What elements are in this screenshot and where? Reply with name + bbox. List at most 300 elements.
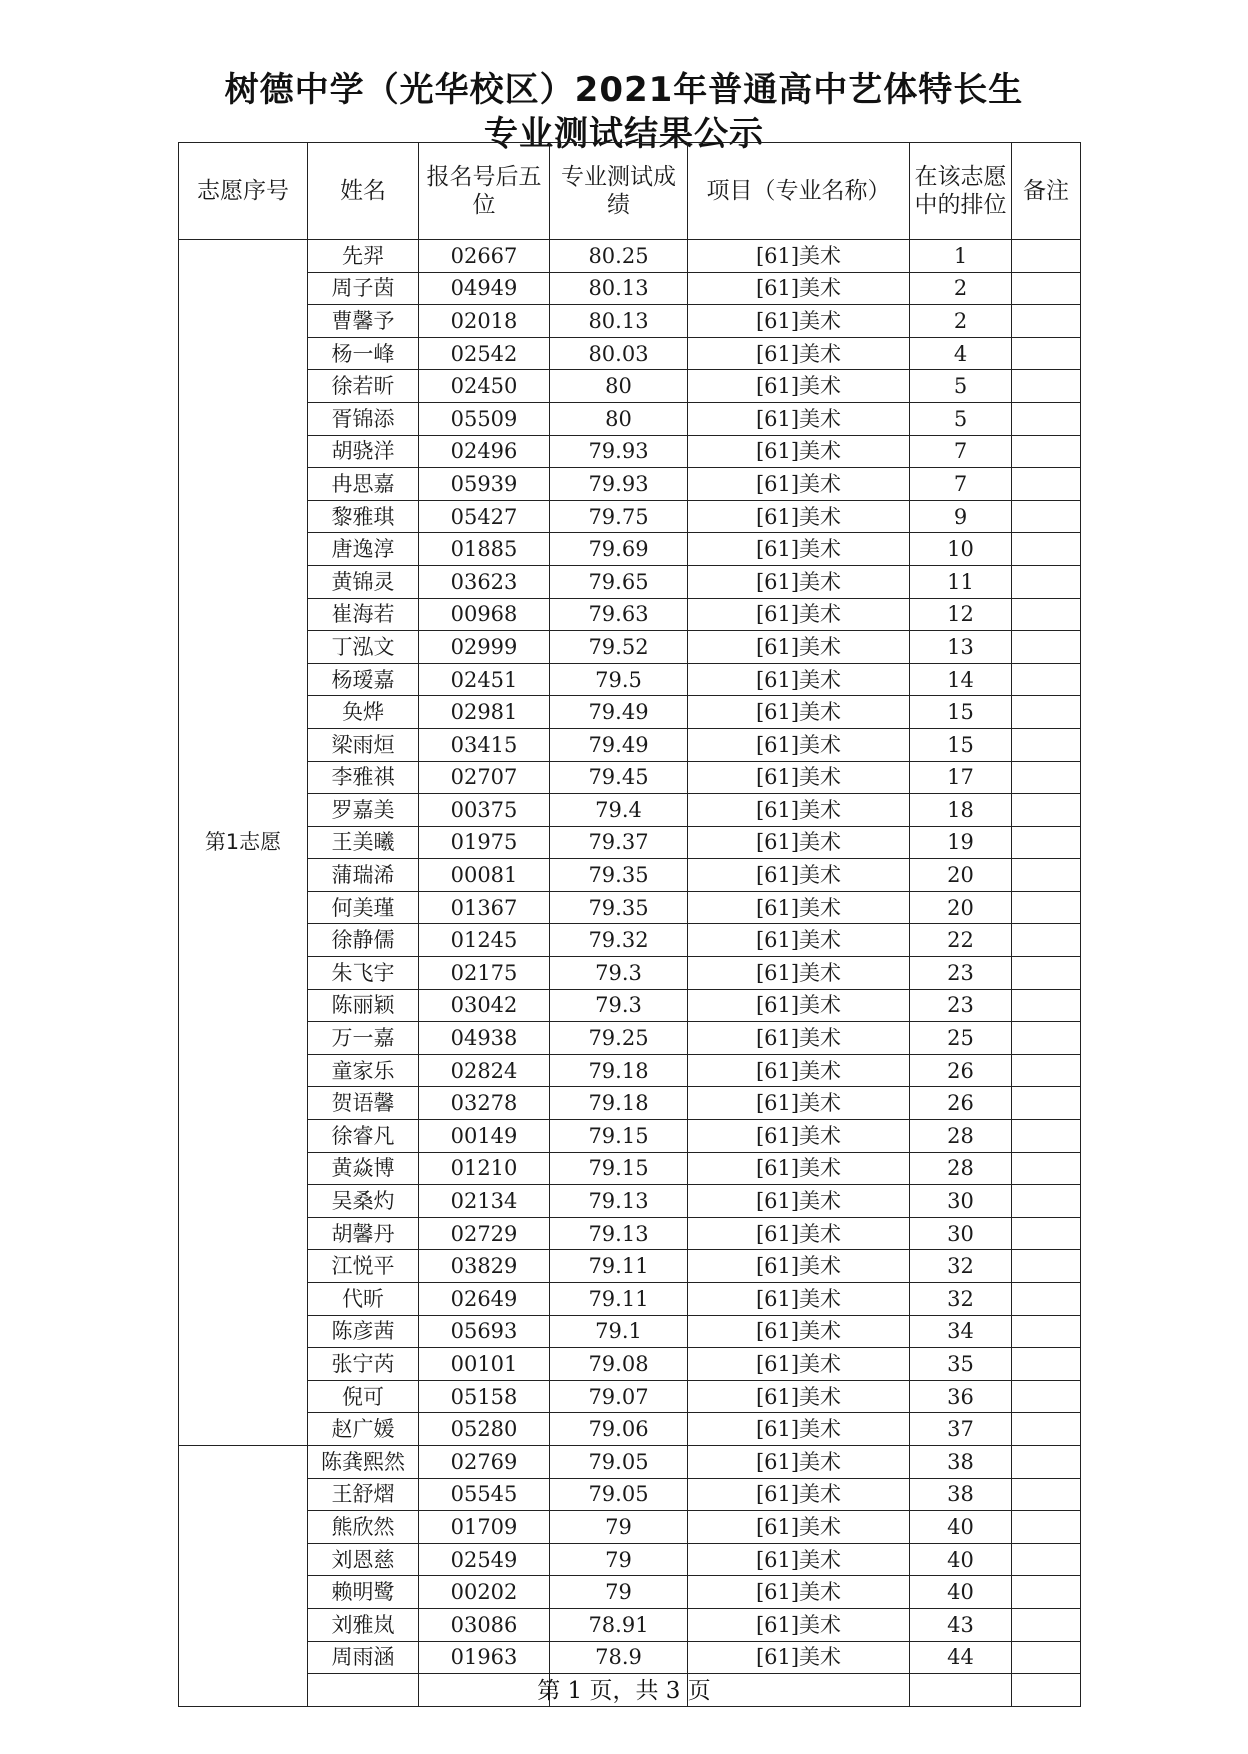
reg-number-cell: 02729	[419, 1217, 550, 1250]
project-cell: [61]美术	[688, 1641, 910, 1674]
header-score: 专业测试成绩	[550, 143, 688, 240]
table-row	[179, 370, 1081, 403]
student-name-cell: 赖明鹭	[308, 1576, 419, 1609]
score-cell: 79.05	[550, 1478, 688, 1511]
student-name-cell: 先羿	[308, 240, 419, 273]
rank-cell: 23	[910, 989, 1012, 1022]
remarks-cell	[1012, 370, 1081, 403]
document-title: 树德中学（光华校区）2021年普通高中艺体特长生	[224, 70, 1024, 110]
score-cell: 79.18	[550, 1054, 688, 1087]
header-remarks: 备注	[1012, 143, 1081, 240]
table-row	[179, 826, 1081, 859]
reg-number-cell: 02175	[419, 957, 550, 990]
rank-cell: 11	[910, 565, 1012, 598]
reg-number-cell: 02667	[419, 240, 550, 273]
table-row	[179, 761, 1081, 794]
remarks-cell	[1012, 565, 1081, 598]
table-row	[179, 1543, 1081, 1576]
rank-cell: 44	[910, 1641, 1012, 1674]
remarks-cell	[1012, 1315, 1081, 1348]
remarks-cell	[1012, 1445, 1081, 1478]
student-name-cell: 倪可	[308, 1380, 419, 1413]
rank-cell: 22	[910, 924, 1012, 957]
score-cell: 79.11	[550, 1250, 688, 1283]
score-cell: 79.4	[550, 794, 688, 827]
student-name-cell: 杨一峰	[308, 337, 419, 370]
project-cell: [61]美术	[688, 761, 910, 794]
score-cell: 79.52	[550, 631, 688, 664]
remarks-cell	[1012, 1641, 1081, 1674]
rank-cell: 25	[910, 1022, 1012, 1055]
table-row	[179, 402, 1081, 435]
rank-cell: 15	[910, 696, 1012, 729]
reg-number-cell: 00149	[419, 1120, 550, 1153]
table-row	[179, 305, 1081, 338]
project-cell: [61]美术	[688, 859, 910, 892]
table-row	[179, 1641, 1081, 1674]
score-cell: 80	[550, 370, 688, 403]
project-cell: [61]美术	[688, 1283, 910, 1316]
rank-cell: 7	[910, 435, 1012, 468]
project-cell: [61]美术	[688, 305, 910, 338]
reg-number-cell: 01709	[419, 1511, 550, 1544]
score-cell: 80	[550, 402, 688, 435]
score-cell: 80.03	[550, 337, 688, 370]
reg-number-cell: 05158	[419, 1380, 550, 1413]
project-cell: [61]美术	[688, 468, 910, 501]
reg-number-cell: 03042	[419, 989, 550, 1022]
remarks-cell	[1012, 240, 1081, 273]
reg-number-cell: 01245	[419, 924, 550, 957]
remarks-cell	[1012, 500, 1081, 533]
table-row	[179, 1608, 1081, 1641]
rank-cell: 38	[910, 1445, 1012, 1478]
remarks-cell	[1012, 598, 1081, 631]
project-cell: [61]美术	[688, 1315, 910, 1348]
choice-group-cell: 第1志愿	[179, 240, 308, 1446]
rank-cell: 40	[910, 1576, 1012, 1609]
student-name-cell: 崔海若	[308, 598, 419, 631]
table-row	[179, 1348, 1081, 1381]
score-cell: 79.13	[550, 1185, 688, 1218]
student-name-cell: 陈丽颖	[308, 989, 419, 1022]
table-row	[179, 728, 1081, 761]
reg-number-cell: 02542	[419, 337, 550, 370]
project-cell: [61]美术	[688, 1445, 910, 1478]
score-cell: 80.13	[550, 305, 688, 338]
project-cell: [61]美术	[688, 337, 910, 370]
reg-number-cell: 05939	[419, 468, 550, 501]
remarks-cell	[1012, 1348, 1081, 1381]
student-name-cell: 黄焱博	[308, 1152, 419, 1185]
student-name-cell: 陈龚熙然	[308, 1445, 419, 1478]
reg-number-cell: 01885	[419, 533, 550, 566]
student-name-cell: 陈彦茜	[308, 1315, 419, 1348]
score-cell: 79.25	[550, 1022, 688, 1055]
rank-cell: 1	[910, 240, 1012, 273]
table-row	[179, 794, 1081, 827]
header-reg-number: 报名号后五位	[419, 143, 550, 240]
table-row	[179, 1250, 1081, 1283]
student-name-cell: 张宁芮	[308, 1348, 419, 1381]
score-cell: 79.5	[550, 663, 688, 696]
remarks-cell	[1012, 1283, 1081, 1316]
reg-number-cell: 01963	[419, 1641, 550, 1674]
project-cell: [61]美术	[688, 1022, 910, 1055]
reg-number-cell: 02824	[419, 1054, 550, 1087]
score-cell: 79.49	[550, 696, 688, 729]
remarks-cell	[1012, 761, 1081, 794]
score-cell: 79.35	[550, 859, 688, 892]
score-cell: 79.18	[550, 1087, 688, 1120]
remarks-cell	[1012, 1608, 1081, 1641]
rank-cell: 37	[910, 1413, 1012, 1446]
reg-number-cell: 02134	[419, 1185, 550, 1218]
results-body	[179, 240, 1081, 1707]
reg-number-cell: 05545	[419, 1478, 550, 1511]
score-cell: 79.49	[550, 728, 688, 761]
rank-cell: 7	[910, 468, 1012, 501]
reg-number-cell: 00081	[419, 859, 550, 892]
rank-cell: 30	[910, 1185, 1012, 1218]
table-row	[179, 1380, 1081, 1413]
project-cell: [61]美术	[688, 1576, 910, 1609]
rank-cell: 32	[910, 1283, 1012, 1316]
remarks-cell	[1012, 1022, 1081, 1055]
student-name-cell: 徐若昕	[308, 370, 419, 403]
rank-cell: 35	[910, 1348, 1012, 1381]
reg-number-cell: 02450	[419, 370, 550, 403]
remarks-cell	[1012, 891, 1081, 924]
table-row	[179, 957, 1081, 990]
rank-cell: 26	[910, 1054, 1012, 1087]
project-cell: [61]美术	[688, 598, 910, 631]
remarks-cell	[1012, 728, 1081, 761]
rank-cell: 2	[910, 305, 1012, 338]
reg-number-cell: 02707	[419, 761, 550, 794]
table-row	[179, 924, 1081, 957]
rank-cell: 5	[910, 370, 1012, 403]
project-cell: [61]美术	[688, 1380, 910, 1413]
rank-cell: 32	[910, 1250, 1012, 1283]
project-cell: [61]美术	[688, 891, 910, 924]
score-cell: 79.32	[550, 924, 688, 957]
table-row	[179, 1152, 1081, 1185]
page-footer: 第 1 页，共 3 页	[537, 1678, 711, 1704]
project-cell: [61]美术	[688, 1152, 910, 1185]
table-row	[179, 468, 1081, 501]
remarks-cell	[1012, 859, 1081, 892]
rank-cell: 40	[910, 1543, 1012, 1576]
reg-number-cell: 01210	[419, 1152, 550, 1185]
remarks-cell	[1012, 402, 1081, 435]
table-row	[179, 272, 1081, 305]
table-row	[179, 598, 1081, 631]
rank-cell: 30	[910, 1217, 1012, 1250]
project-cell: [61]美术	[688, 435, 910, 468]
student-name-cell: 黄锦灵	[308, 565, 419, 598]
rank-cell: 40	[910, 1511, 1012, 1544]
reg-number-cell: 02549	[419, 1543, 550, 1576]
student-name-cell: 熊欣然	[308, 1511, 419, 1544]
project-cell: [61]美术	[688, 663, 910, 696]
rank-cell: 12	[910, 598, 1012, 631]
table-row	[179, 891, 1081, 924]
table-row	[179, 1185, 1081, 1218]
table-row	[179, 1315, 1081, 1348]
project-cell: [61]美术	[688, 533, 910, 566]
remarks-cell	[1012, 1087, 1081, 1120]
score-cell: 79.93	[550, 468, 688, 501]
reg-number-cell: 05427	[419, 500, 550, 533]
score-cell: 79.11	[550, 1283, 688, 1316]
remarks-cell	[1012, 957, 1081, 990]
score-cell: 79.37	[550, 826, 688, 859]
score-cell: 79.07	[550, 1380, 688, 1413]
table-row	[179, 500, 1081, 533]
project-cell: [61]美术	[688, 728, 910, 761]
rank-cell: 13	[910, 631, 1012, 664]
student-name-cell: 唐逸淳	[308, 533, 419, 566]
score-cell: 79.13	[550, 1217, 688, 1250]
rank-cell: 34	[910, 1315, 1012, 1348]
remarks-cell	[1012, 337, 1081, 370]
student-name-cell: 童家乐	[308, 1054, 419, 1087]
remarks-cell	[1012, 1054, 1081, 1087]
remarks-cell	[1012, 1152, 1081, 1185]
score-cell: 78.91	[550, 1608, 688, 1641]
reg-number-cell: 03829	[419, 1250, 550, 1283]
student-name-cell: 蒲瑞浠	[308, 859, 419, 892]
rank-cell: 18	[910, 794, 1012, 827]
student-name-cell: 李雅祺	[308, 761, 419, 794]
project-cell: [61]美术	[688, 1217, 910, 1250]
score-cell: 79.45	[550, 761, 688, 794]
remarks-cell	[1012, 272, 1081, 305]
score-cell: 80.13	[550, 272, 688, 305]
project-cell: [61]美术	[688, 1478, 910, 1511]
reg-number-cell: 00375	[419, 794, 550, 827]
table-row	[179, 696, 1081, 729]
header-row	[179, 143, 1081, 240]
remarks-cell	[1012, 1185, 1081, 1218]
reg-number-cell: 03278	[419, 1087, 550, 1120]
student-name-cell: 丁泓文	[308, 631, 419, 664]
student-name-cell: 贺语馨	[308, 1087, 419, 1120]
table-row	[179, 435, 1081, 468]
remarks-cell	[1012, 1250, 1081, 1283]
project-cell: [61]美术	[688, 565, 910, 598]
student-name-cell: 周雨涵	[308, 1641, 419, 1674]
student-name-cell: 冉思嘉	[308, 468, 419, 501]
rank-cell: 28	[910, 1152, 1012, 1185]
student-name-cell: 何美瑾	[308, 891, 419, 924]
student-name-cell: 刘雅岚	[308, 1608, 419, 1641]
reg-number-cell: 05280	[419, 1413, 550, 1446]
remarks-cell	[1012, 1120, 1081, 1153]
student-name-cell: 徐睿凡	[308, 1120, 419, 1153]
score-cell: 79.08	[550, 1348, 688, 1381]
table-row	[179, 533, 1081, 566]
project-cell: [61]美术	[688, 1250, 910, 1283]
score-cell: 79.75	[550, 500, 688, 533]
student-name-cell: 周子茵	[308, 272, 419, 305]
student-name-cell: 梁雨烜	[308, 728, 419, 761]
reg-number-cell: 03415	[419, 728, 550, 761]
remarks-cell	[1012, 1478, 1081, 1511]
remarks-cell	[1012, 1576, 1081, 1609]
table-row	[179, 859, 1081, 892]
reg-number-cell: 02769	[419, 1445, 550, 1478]
score-cell: 79	[550, 1576, 688, 1609]
rank-cell: 5	[910, 402, 1012, 435]
reg-number-cell: 02451	[419, 663, 550, 696]
reg-number-cell: 00101	[419, 1348, 550, 1381]
student-name-cell: 刘恩慈	[308, 1543, 419, 1576]
reg-number-cell: 04949	[419, 272, 550, 305]
table-row	[179, 1217, 1081, 1250]
results-table	[178, 142, 1081, 1707]
rank-cell: 15	[910, 728, 1012, 761]
table-row	[179, 1283, 1081, 1316]
reg-number-cell: 03086	[419, 1608, 550, 1641]
student-name-cell: 胥锦添	[308, 402, 419, 435]
student-name-cell: 王美曦	[308, 826, 419, 859]
score-cell: 79.35	[550, 891, 688, 924]
score-cell: 79.05	[550, 1445, 688, 1478]
rank-cell: 36	[910, 1380, 1012, 1413]
reg-number-cell: 02981	[419, 696, 550, 729]
project-cell: [61]美术	[688, 826, 910, 859]
table-row	[179, 565, 1081, 598]
student-name-cell: 吴桑灼	[308, 1185, 419, 1218]
student-name-cell: 杨瑷嘉	[308, 663, 419, 696]
score-cell: 80.25	[550, 240, 688, 273]
table-row	[179, 337, 1081, 370]
score-cell: 79.3	[550, 989, 688, 1022]
score-cell: 79.1	[550, 1315, 688, 1348]
project-cell: [61]美术	[688, 1511, 910, 1544]
student-name-cell: 王舒熠	[308, 1478, 419, 1511]
project-cell: [61]美术	[688, 402, 910, 435]
header-choice-order: 志愿序号	[179, 143, 308, 240]
project-cell: [61]美术	[688, 1543, 910, 1576]
remarks-cell	[1012, 305, 1081, 338]
remarks-cell	[1012, 1511, 1081, 1544]
project-cell: [61]美术	[688, 696, 910, 729]
score-cell: 79.69	[550, 533, 688, 566]
score-cell: 78.9	[550, 1641, 688, 1674]
project-cell: [61]美术	[688, 924, 910, 957]
score-cell: 79.06	[550, 1413, 688, 1446]
remarks-cell	[1012, 794, 1081, 827]
remarks-cell	[1012, 989, 1081, 1022]
project-cell: [61]美术	[688, 1054, 910, 1087]
choice-group-cell	[179, 1445, 308, 1706]
reg-number-cell: 05509	[419, 402, 550, 435]
table-row	[179, 1120, 1081, 1153]
remarks-cell	[1012, 435, 1081, 468]
project-cell: [61]美术	[688, 631, 910, 664]
rank-cell: 17	[910, 761, 1012, 794]
rank-cell: 28	[910, 1120, 1012, 1153]
header-rank: 在该志愿中的排位	[910, 143, 1012, 240]
student-name-cell: 万一嘉	[308, 1022, 419, 1055]
table-row	[179, 1054, 1081, 1087]
header-project: 项目（专业名称）	[688, 143, 910, 240]
score-cell: 79.65	[550, 565, 688, 598]
score-cell: 79.93	[550, 435, 688, 468]
table-row	[179, 1445, 1081, 1478]
remarks-cell	[1012, 468, 1081, 501]
student-name-cell: 奂烨	[308, 696, 419, 729]
project-cell: [61]美术	[688, 272, 910, 305]
reg-number-cell: 02999	[419, 631, 550, 664]
remarks-cell	[1012, 631, 1081, 664]
rank-cell: 23	[910, 957, 1012, 990]
reg-number-cell: 02018	[419, 305, 550, 338]
student-name-cell: 江悦平	[308, 1250, 419, 1283]
rank-cell: 2	[910, 272, 1012, 305]
header-name: 姓名	[308, 143, 419, 240]
project-cell: [61]美术	[688, 1185, 910, 1218]
table-row	[179, 1022, 1081, 1055]
rank-cell: 9	[910, 500, 1012, 533]
table-row	[179, 631, 1081, 664]
remarks-cell	[1012, 924, 1081, 957]
reg-number-cell: 01367	[419, 891, 550, 924]
student-name-cell: 黎雅琪	[308, 500, 419, 533]
table-row	[179, 663, 1081, 696]
table-row	[179, 1413, 1081, 1446]
student-name-cell: 赵广媛	[308, 1413, 419, 1446]
student-name-cell: 曹馨予	[308, 305, 419, 338]
remarks-cell	[1012, 1380, 1081, 1413]
remarks-cell	[1012, 533, 1081, 566]
document-subtitle: 专业测试结果公示	[484, 114, 764, 154]
project-cell: [61]美术	[688, 1120, 910, 1153]
score-cell: 79	[550, 1511, 688, 1544]
rank-cell: 26	[910, 1087, 1012, 1120]
table-row	[179, 1576, 1081, 1609]
score-cell: 79.3	[550, 957, 688, 990]
table-row	[179, 989, 1081, 1022]
remarks-cell	[1012, 826, 1081, 859]
project-cell: [61]美术	[688, 794, 910, 827]
rank-cell: 38	[910, 1478, 1012, 1511]
student-name-cell: 胡馨丹	[308, 1217, 419, 1250]
table-row	[179, 1087, 1081, 1120]
table-row	[179, 1511, 1081, 1544]
project-cell: [61]美术	[688, 1608, 910, 1641]
rank-cell: 14	[910, 663, 1012, 696]
project-cell: [61]美术	[688, 370, 910, 403]
project-cell: [61]美术	[688, 989, 910, 1022]
reg-number-cell: 03623	[419, 565, 550, 598]
reg-number-cell: 02496	[419, 435, 550, 468]
score-cell: 79.15	[550, 1120, 688, 1153]
project-cell: [61]美术	[688, 500, 910, 533]
reg-number-cell: 05693	[419, 1315, 550, 1348]
project-cell: [61]美术	[688, 1413, 910, 1446]
remarks-cell	[1012, 1413, 1081, 1446]
rank-cell: 4	[910, 337, 1012, 370]
rank-cell: 43	[910, 1608, 1012, 1641]
rank-cell: 10	[910, 533, 1012, 566]
rank-cell: 19	[910, 826, 1012, 859]
project-cell: [61]美术	[688, 1087, 910, 1120]
reg-number-cell: 04938	[419, 1022, 550, 1055]
